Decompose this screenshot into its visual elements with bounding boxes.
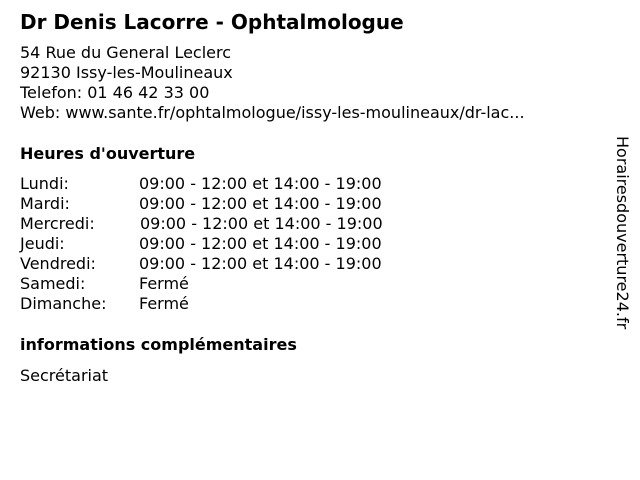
day-label: Samedi: bbox=[20, 274, 86, 293]
hours-row-thursday bbox=[20, 234, 600, 254]
time-value: Fermé bbox=[139, 274, 189, 293]
site-watermark: Horairesdouverture24.fr bbox=[613, 136, 632, 330]
address-line-2: 92130 Issy-les-Moulineaux bbox=[20, 63, 233, 82]
hours-row-friday bbox=[20, 254, 600, 274]
hours-row-tuesday bbox=[20, 194, 600, 214]
opening-hours-list bbox=[20, 174, 600, 314]
hours-row-monday bbox=[20, 174, 600, 194]
day-label: Lundi: bbox=[20, 174, 69, 193]
website-text: Web: www.sante.fr/ophtalmologue/issy-les-moulineaux/dr-lac... bbox=[20, 103, 525, 122]
business-card bbox=[20, 10, 600, 386]
time-value: 09:00 - 12:00 et 14:00 - 19:00 bbox=[140, 214, 383, 233]
contact-block bbox=[20, 43, 600, 123]
hours-row-saturday bbox=[20, 274, 600, 294]
day-label: Jeudi: bbox=[20, 234, 65, 253]
time-value: 09:00 - 12:00 et 14:00 - 19:00 bbox=[139, 234, 382, 253]
additional-info-heading: informations complémentaires bbox=[20, 335, 297, 354]
time-value: 09:00 - 12:00 et 14:00 - 19:00 bbox=[139, 194, 382, 213]
opening-hours-heading: Heures d'ouverture bbox=[20, 144, 196, 163]
hours-row-wednesday bbox=[20, 214, 600, 234]
time-value: Fermé bbox=[139, 294, 189, 313]
day-label: Mercredi: bbox=[20, 214, 95, 233]
page-title: Dr Denis Lacorre - Ophtalmologue bbox=[20, 10, 404, 34]
day-label: Dimanche: bbox=[20, 294, 107, 313]
additional-info-text: Secrétariat bbox=[20, 366, 109, 385]
day-label: Mardi: bbox=[20, 194, 70, 213]
time-value: 09:00 - 12:00 et 14:00 - 19:00 bbox=[139, 254, 382, 273]
hours-row-sunday bbox=[20, 294, 600, 314]
phone-text: Telefon: 01 46 42 33 00 bbox=[20, 83, 210, 102]
time-value: 09:00 - 12:00 et 14:00 - 19:00 bbox=[139, 174, 382, 193]
address-line-1: 54 Rue du General Leclerc bbox=[20, 43, 232, 62]
day-label: Vendredi: bbox=[20, 254, 96, 273]
